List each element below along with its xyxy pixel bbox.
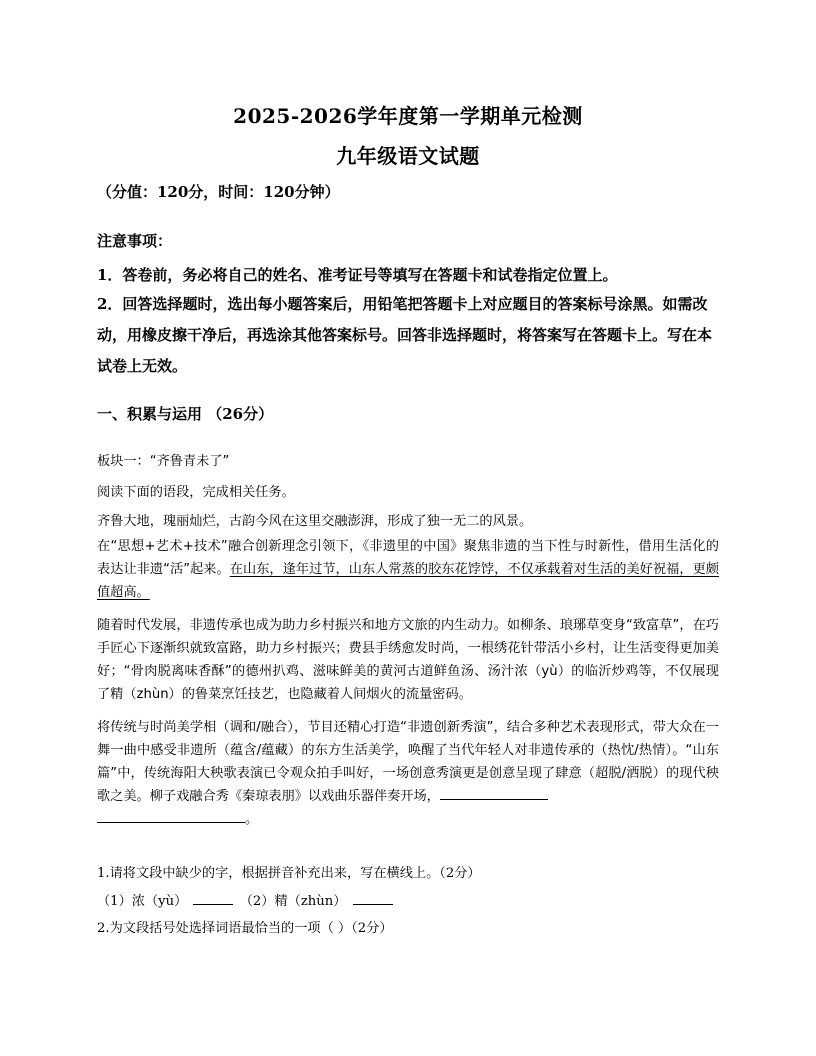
paragraph-2-text: 在“思想+艺术+技术”融合创新理念引领下，《非遗里的中国》聚焦非遗的当下性与时新性，借用生活化的表达让非遗“活”起来。: [97, 539, 719, 577]
q1-answer-blank-1[interactable]: [193, 892, 233, 905]
answer-blank[interactable]: [440, 785, 548, 800]
exam-subtitle: 九年级语文试题: [336, 144, 480, 168]
question-1: 1.请将文段中缺少的字，根据拼音补充出来，写在横线上。（2分）: [97, 866, 481, 881]
passage-paragraph-3: 随着时代发展，非遗传承也成为助力乡村振兴和地方文旅的内生动力。如柳条、琅琊草变身“致富草”，在巧手匠心下逐渐织就致富路，助力乡村振兴；费县手绣愈发时尚，一根绣花针带活小乡村，让生活变得更加美好；“骨肉脱离味香酥”的德州扒鸡、滋味鲜美的黄河古道鲜鱼汤、汤汁浓（yù）的临沂炒鸡等，不仅展现了精（zhùn）的鲁菜烹饪技艺，也隐藏着人间烟火的流量密码。: [97, 618, 719, 702]
paragraph-4-end: 。: [245, 812, 259, 827]
paragraph-4-text: 将传统与时尚美学相（调和/融合），节目还精心打造“非遗创新秀演”，结合多种艺术表现形式，带大众在一舞一曲中感受非遗所（蕴含/蕴藏）的东方生活美学，唤醒了当代年轻人对非遗传承的（热忱/热情）。“山东篇”中，传统海阳大秧歌表演已令观众拍手叫好，一场创意秀演更是创意呈现了肆意（超脱/洒脱）的现代秧歌之美。柳子戏融合秀《秦琼表朋》以戏曲乐器伴奏开场，: [97, 720, 719, 804]
exam-title: 2025-2026学年度第一学期单元检测: [233, 104, 583, 128]
block-title: 板块一：“齐鲁青未了”: [97, 454, 230, 469]
question-1-blanks: [97, 890, 395, 909]
question-2: 2.为文段括号处选择词语最恰当的一项（ ）（2分）: [97, 921, 393, 936]
notes-item-2: 2．回答选择题时，选出每小题答案后，用铅笔把答题卡上对应题目的答案标号涂黑。如需改动，用橡皮擦干净后，再选涂其他答案标号。回答非选择题时，将答案写在答题卡上。写在本试卷上无效。: [97, 295, 713, 375]
passage-paragraph-4: [97, 716, 719, 831]
q1-part-2-label: （2）精（zhùn）: [239, 894, 347, 909]
q1-answer-blank-2[interactable]: [353, 892, 393, 905]
q1-part-1-label: （1）浓（yù）: [97, 894, 188, 909]
notes-item-1: 1．答卷前，务必将自己的姓名、准考证号等填写在答题卡和试卷指定位置上。: [97, 266, 618, 284]
passage-paragraph-1: 齐鲁大地，瑰丽灿烂，古韵今风在这里交融澎湃，形成了独一无二的风景。: [97, 514, 533, 529]
underlined-sentence: 在山东，逢年过节，山东人常蒸的胶东花饽饽，不仅承载着对生活的美好祝福，更颇值超高。: [97, 562, 719, 600]
section-heading: 一、积累与运用 （26分）: [97, 405, 274, 423]
passage-paragraph-2: [97, 535, 719, 604]
answer-blank-continued[interactable]: [97, 808, 245, 823]
notes-heading: 注意事项：: [97, 232, 173, 250]
reading-instruction: 阅读下面的语段，完成相关任务。: [97, 485, 295, 500]
score-time-info: （分值：120分，时间：120分钟）: [97, 183, 340, 201]
